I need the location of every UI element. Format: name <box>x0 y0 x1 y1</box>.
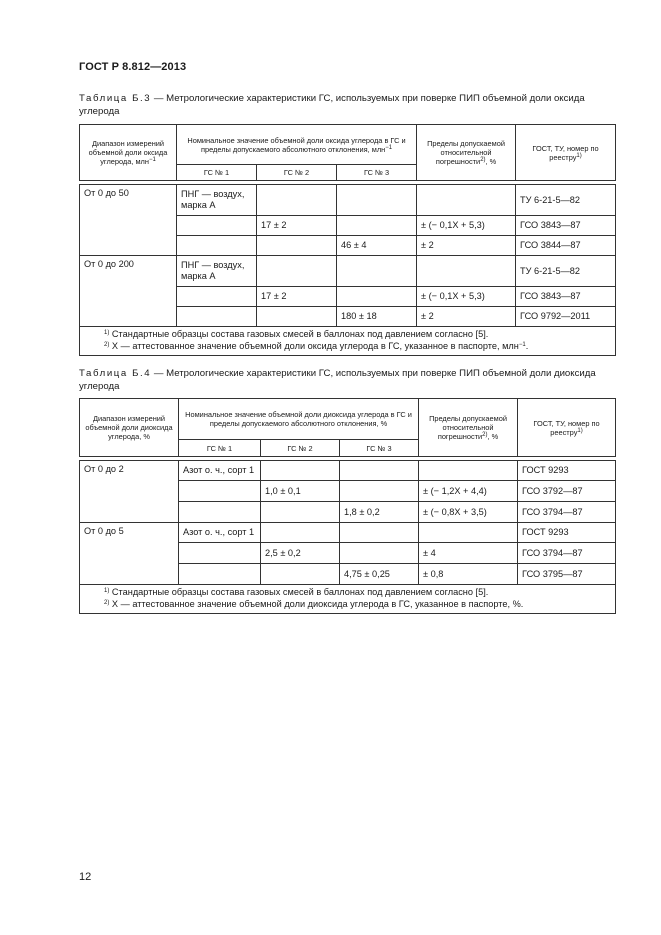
b4-range-1: От 0 до 2 <box>80 461 179 523</box>
b3-cell: ГСО 3843—87 <box>516 216 616 236</box>
b4-cell: Азот о. ч., сорт 1 <box>179 523 261 543</box>
b3-cell: ГСО 9792—2011 <box>516 307 616 327</box>
b4-cell: Азот о. ч., сорт 1 <box>179 461 261 481</box>
table-b4-caption <box>79 367 615 393</box>
b3-header-nominal: Номинальное значение объемной доли оксида углерода в ГС и пределы допускаемого абсолютного отклонения, млн$^{-1}$ <box>177 125 417 165</box>
b3-cell: 17 ± 2 <box>257 287 337 307</box>
table-row <box>80 461 616 481</box>
document-title: ГОСТ Р 8.812—2013 <box>79 61 187 73</box>
b4-cell: ГСО 3794—87 <box>518 502 616 523</box>
b4-cell: 2,5 ± 0,2 <box>261 543 340 564</box>
table-b4-caption-lead: Таблица Б.4 <box>79 368 152 379</box>
table-b3-caption <box>79 92 615 118</box>
b4-cell: ± (− 0,8X + 3,5) <box>419 502 518 523</box>
b3-cell: ГСО 3843—87 <box>516 287 616 307</box>
table-b3-caption-lead: Таблица Б.3 <box>79 93 152 104</box>
b3-header-gs1: ГС № 1 <box>177 165 257 181</box>
table-row <box>80 185 616 216</box>
b3-header-range: Диапазон измерений объемной доли оксида углерода, млн$^{-1}$ <box>80 125 177 181</box>
table-row <box>80 256 616 287</box>
b3-header-limits: Пределы допускаемой относительной погрешности$^{2)}$, % <box>417 125 516 181</box>
b3-footnote-2: $^{2)}$ X — аттестованное значение объемной доли оксида углерода в ГС, указанное в паспорте, млн$^{-1}$. <box>104 340 529 351</box>
b3-cell: 180 ± 18 <box>337 307 417 327</box>
b3-range-1: От 0 до 50 <box>80 185 177 256</box>
b4-cell: ГСО 3794—87 <box>518 543 616 564</box>
b3-cell: ТУ 6-21-5—82 <box>516 185 616 216</box>
b4-header-gs1: ГС № 1 <box>179 440 261 457</box>
b4-header-gost: ГОСТ, ТУ, номер по реестру$^{1)}$ <box>518 399 616 457</box>
b4-header-limits: Пределы допускаемой относительной погрешности$^{2)}$, % <box>419 399 518 457</box>
table-b4 <box>79 398 616 614</box>
b4-range-2: От 0 до 5 <box>80 523 179 585</box>
b3-cell: ± (− 0,1X + 5,3) <box>417 216 516 236</box>
b3-cell: ПНГ — воздух, марка А <box>177 256 257 287</box>
b4-cell: ± 0,8 <box>419 564 518 585</box>
b3-cell: 46 ± 4 <box>337 236 417 256</box>
b4-cell: 1,8 ± 0,2 <box>340 502 419 523</box>
b3-cell: ± 2 <box>417 307 516 327</box>
b3-cell: ПНГ — воздух, марка А <box>177 185 257 216</box>
b3-footnote-1: $^{1)}$ Стандартные образцы состава газовых смесей в баллонах под давлением согласно [5]. <box>104 329 489 339</box>
b3-footnotes <box>80 327 616 356</box>
table-b4-caption-text: — Метрологические характеристики ГС, используемых при поверке ПИП объемной доли диоксида углерода <box>79 368 596 392</box>
b4-cell: ГСО 3795—87 <box>518 564 616 585</box>
b4-footnote-1: $^{1)}$ Стандартные образцы состава газовых смесей в баллонах под давлением согласно [5]. <box>104 587 489 597</box>
table-b3 <box>79 124 616 356</box>
b3-range-2: От 0 до 200 <box>80 256 177 327</box>
table-b3-caption-text: — Метрологические характеристики ГС, используемых при поверке ПИП объемной доли оксида углерода <box>79 93 585 117</box>
b3-header-gs2: ГС № 2 <box>257 165 337 181</box>
b4-cell: ГСО 3792—87 <box>518 481 616 502</box>
b3-cell: ± (− 0,1X + 5,3) <box>417 287 516 307</box>
b4-header-gs2: ГС № 2 <box>261 440 340 457</box>
b4-cell: ГОСТ 9293 <box>518 523 616 543</box>
b3-cell: ТУ 6-21-5—82 <box>516 256 616 287</box>
b4-cell: ± (− 1,2X + 4,4) <box>419 481 518 502</box>
table-row <box>80 523 616 543</box>
b4-header-nominal: Номинальное значение объемной доли диоксида углерода в ГС и пределы допускаемого абсолютного отклонения, % <box>179 399 419 440</box>
page-number: 12 <box>79 871 92 883</box>
b3-header-gs3: ГС № 3 <box>337 165 417 181</box>
b4-cell: 4,75 ± 0,25 <box>340 564 419 585</box>
b4-footnote-2: $^{2)}$ X — аттестованное значение объемной доли диоксида углерода в ГС, указанное в паспорте, %. <box>104 598 524 609</box>
b4-cell: ГОСТ 9293 <box>518 461 616 481</box>
b3-cell: 17 ± 2 <box>257 216 337 236</box>
b4-footnotes <box>80 585 616 614</box>
b3-header-gost: ГОСТ, ТУ, номер по реестру$^{1)}$ <box>516 125 616 181</box>
b4-header-gs3: ГС № 3 <box>340 440 419 457</box>
b3-cell: ГСО 3844—87 <box>516 236 616 256</box>
b4-cell: 1,0 ± 0,1 <box>261 481 340 502</box>
b4-header-range: Диапазон измерений объемной доли диоксида углерода, % <box>80 399 179 457</box>
b3-cell: ± 2 <box>417 236 516 256</box>
b4-cell: ± 4 <box>419 543 518 564</box>
